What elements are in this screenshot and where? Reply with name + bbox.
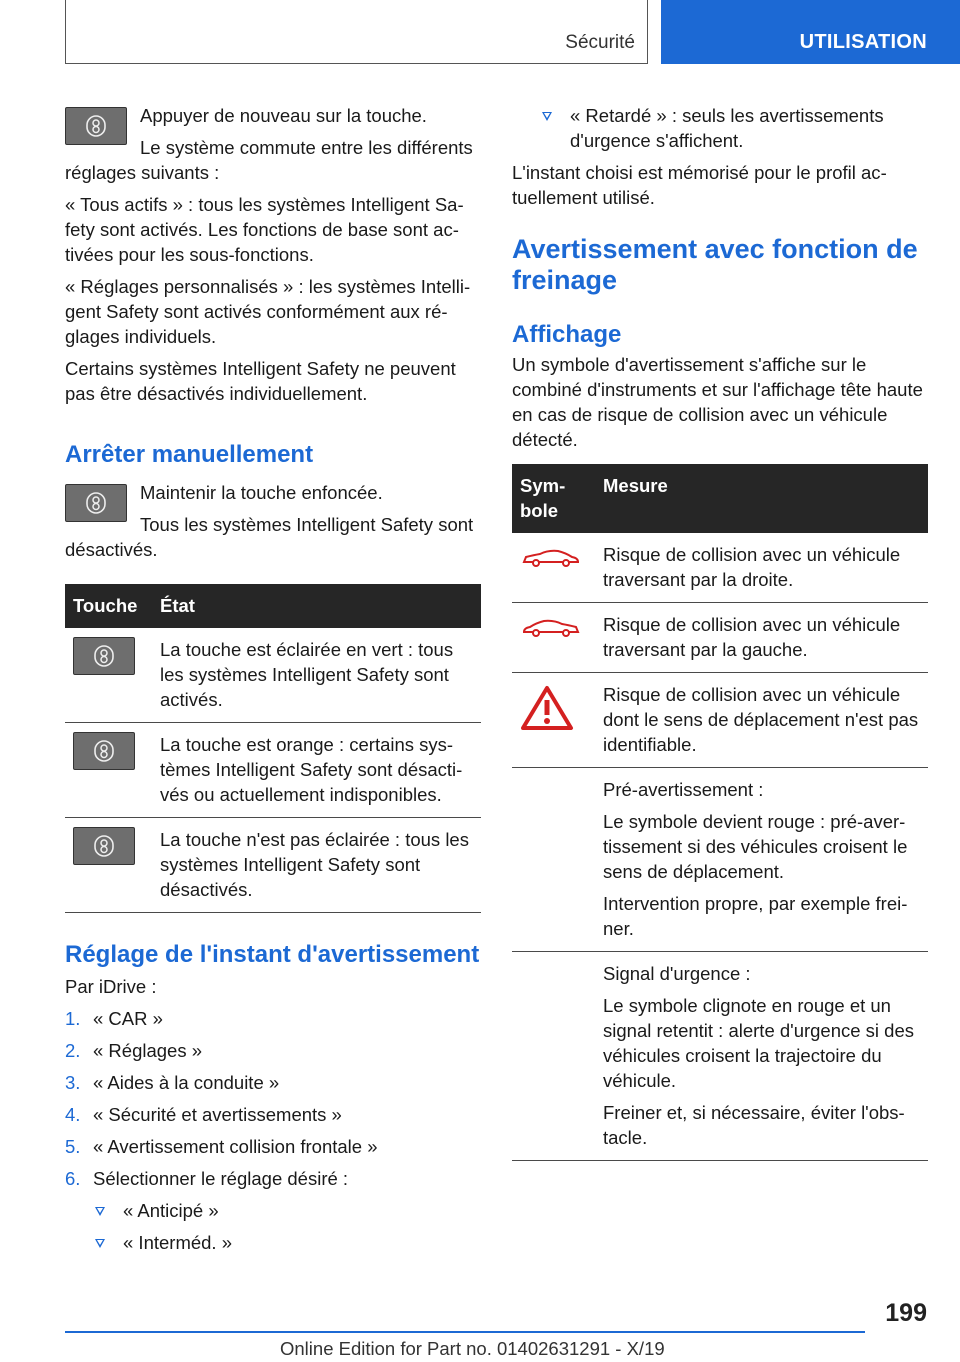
footer-divider: [65, 1331, 865, 1333]
list-item: 4. « Sécurité et avertissements »: [65, 1104, 342, 1125]
bullet-triangle-icon: [542, 112, 552, 121]
measure-description: Risque de collision avec un véhicule traversant par la droite.: [595, 533, 928, 603]
via-idrive: Par iDrive :: [65, 976, 157, 997]
intelligent-safety-key-icon: [65, 484, 127, 522]
steps-list: [65, 1006, 481, 1255]
key-state-table: [65, 584, 481, 913]
state-description: La touche n'est pas éclairée : tous les systèmes Intelligent Safety sont désactivés.: [152, 818, 481, 913]
bullet-triangle-icon: [95, 1239, 105, 1248]
heading-warning-timing: Réglage de l'instant d'avertissement: [65, 941, 480, 968]
footer-edition: Online Edition for Part no. 01402631291 - X/19: [280, 1338, 665, 1359]
list-item: « Retardé » : seuls les avertissements d'urgence s'affichent.: [540, 103, 928, 153]
list-item: 5. « Avertissement collision frontale »: [65, 1136, 378, 1157]
memorized-paragraph: L'instant choisi est mémorisé pour le profil actuellement utilisé.: [512, 162, 887, 208]
custom-settings-paragraph: « Réglages personnalisés » : les systèmes Intelligent Safety sont activés conformément aux réglages individuels.: [65, 276, 471, 347]
intro-paragraph-1: Appuyer de nouveau sur la touche.: [140, 105, 427, 126]
key-orange-icon: [73, 732, 135, 770]
measure-description: Pré-avertissement : Le symbole devient rouge : pré-avertissement si des véhicules croisent le sens de déplacement. Intervention propre, par exemple freiner.: [595, 768, 928, 952]
table-row: [65, 628, 481, 723]
heading-braking-warning: Avertissement avec fonction de freinage: [512, 234, 918, 295]
heading-manual-stop: Arrêter manuellement: [65, 441, 314, 468]
table-header-state: État: [152, 584, 481, 628]
measure-description: Risque de collision avec un véhicule dont le sens de déplacement n'est pas identifiable.: [595, 673, 928, 768]
key-off-icon: [73, 827, 135, 865]
table-row: [512, 768, 928, 952]
table-row: [512, 673, 928, 768]
car-crossing-right-icon: [520, 547, 582, 569]
state-description: La touche est éclairée en vert : tous les systèmes Intelligent Safety sont activés.: [152, 628, 481, 723]
right-column: [512, 103, 928, 1161]
measure-description: Signal d'urgence : Le symbole clignote en rouge et un signal retentit : alerte d'urgence si des véhicules croisent la trajectoire du véhicule. Freiner et, si nécessaire, éviter l'obstacle.: [595, 952, 928, 1161]
car-crossing-left-icon: [520, 617, 582, 639]
list-item: « Interméd. »: [93, 1230, 481, 1255]
manual-paragraph-1: Maintenir la touche enfoncée.: [140, 482, 383, 503]
header-chapter-label: UTILISATION: [799, 31, 927, 53]
intelligent-safety-key-icon: [65, 107, 127, 145]
table-row: [512, 603, 928, 673]
warning-triangle-icon: [520, 685, 574, 731]
sub-options-list: [93, 1198, 481, 1255]
list-item: 1. « CAR »: [65, 1008, 163, 1029]
left-column: [65, 103, 481, 1262]
page-number: 199: [885, 1299, 927, 1327]
list-item: 6. Sélectionner le réglage désiré : « Anticipé » « Interméd. »: [65, 1166, 481, 1255]
state-description: La touche est orange : certains systèmes Intelligent Safety sont désactivés ou actuellement indisponibles.: [152, 723, 481, 818]
sub-options-list-continued: [512, 103, 928, 153]
manual-key-block: [65, 480, 481, 562]
list-item: « Anticipé »: [93, 1198, 481, 1223]
header-section-box: [65, 0, 648, 64]
key-green-icon: [73, 637, 135, 675]
header-section-title: Sécurité: [565, 32, 635, 53]
list-item: 3. « Aides à la conduite »: [65, 1072, 280, 1093]
table-row: [512, 533, 928, 603]
table-header-measure: Mesure: [595, 464, 928, 533]
symbol-measure-table: [512, 464, 928, 1161]
display-paragraph: Un symbole d'avertissement s'affiche sur le combiné d'instruments et sur l'affichage tête haute en cas de risque de collision avec un véhicule détecté.: [512, 354, 923, 450]
table-row: [65, 818, 481, 913]
header-chapter-tab: [661, 0, 960, 64]
intro-paragraph-2: Le système commute entre les différents réglages suivants :: [65, 137, 473, 183]
measure-description: Risque de collision avec un véhicule traversant par la gauche.: [595, 603, 928, 673]
heading-display: Affichage: [512, 321, 622, 348]
bullet-triangle-icon: [95, 1207, 105, 1216]
manual-paragraph-2: Tous les systèmes Intelligent Safety sont désactivés.: [65, 514, 474, 560]
table-row: [65, 723, 481, 818]
all-active-paragraph: « Tous actifs » : tous les systèmes Intelligent Safety sont activés. Les fonctions de base sont activées pour les sous-fonctions.: [65, 194, 464, 265]
list-item: 2. « Réglages »: [65, 1040, 203, 1061]
key-instruction-block: [65, 103, 481, 185]
table-row: [512, 952, 928, 1161]
table-header-key: Touche: [65, 584, 152, 628]
certain-systems-paragraph: Certains systèmes Intelligent Safety ne peuvent pas être désactivés individuellement.: [65, 358, 456, 404]
table-header-symbol: Symbole: [512, 464, 595, 533]
